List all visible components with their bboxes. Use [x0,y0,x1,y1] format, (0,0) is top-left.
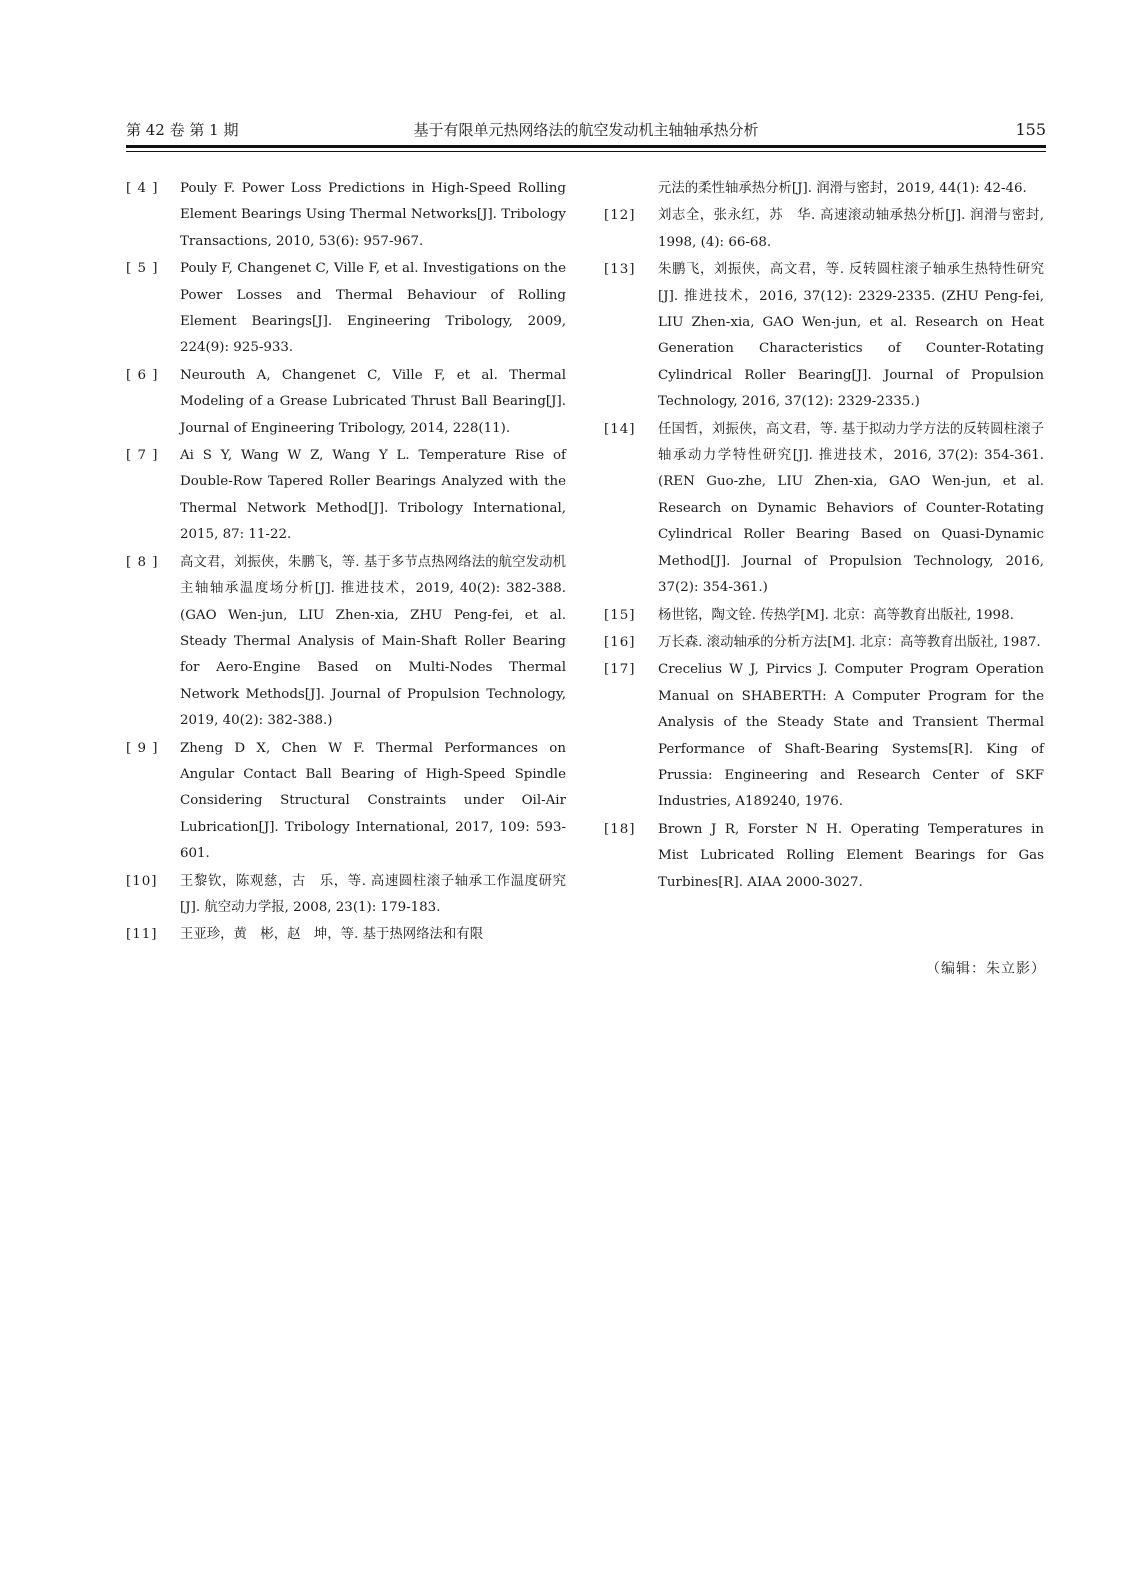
reference-number: [16] [604,634,636,650]
reference-text: 高文君，刘振侠，朱鹏飞，等. 基于多节点热网络法的航空发动机主轴轴承温度场分析[J]. 推进技术，2019, 40(2): 382-388. (GAO Wen-jun, LIU Zhen-xia, ZHU Peng-fei, et al. Steady Thermal Analysis of Main-Shaft Roller Bearing for Aero-Engine Based on Multi-Nodes Thermal Network Methods[J]. Journal of Propulsion Technology, 2019, 40(2): 382-388.) [180,554,566,729]
reference-text: 任国哲，刘振侠，高文君，等. 基于拟动力学方法的反转圆柱滚子轴承动力学特性研究[J]. 推进技术，2016, 37(2): 354-361. (REN Guo-zhe, LIU Zhen-xia, GAO Wen-jun, et al. Research on Dynamic Behaviors of Counter-Rotating Cylindrical Roller Bearing Based on Quasi-Dynamic Method[J]. Journal of Propulsion Technology, 2016, 37(2): 354-361.) [658,421,1044,596]
reference-continuation: 元法的柔性轴承热分析[J]. 润滑与密封，2019, 44(1): 42-46. [658,181,1027,196]
running-title: 基于有限单元热网络法的航空发动机主轴轴承热分析 [413,121,759,139]
reference-text: 杨世铭，陶文铨. 传热学[M]. 北京：高等教育出版社, 1998. [658,607,1014,623]
reference-item [604,817,1044,896]
reference-text: Brown J R, Forster N H. Operating Temperatures in Mist Lubricated Rolling Element Bearings for Gas Turbines[R]. AIAA 2000-3027. [658,821,1044,890]
volume-issue: 第 42 卷 第 1 期 [126,121,239,139]
reference-text: 朱鹏飞，刘振侠，高文君，等. 反转圆柱滚子轴承生热特性研究[J]. 推进技术，2016, 37(12): 2329-2335. (ZHU Peng-fei, LIU Zhen-xia, GAO Wen-jun, et al. Research on Heat Generation Characteristics of Counter-Rotating Cylindrical Roller Bearing[J]. Journal of Propulsion Technology, 2016, 37(12): 2329-2335.) [658,262,1044,410]
reference-text: 万长森. 滚动轴承的分析方法[M]. 北京：高等教育出版社, 1987. [658,634,1041,650]
reference-item [126,176,566,255]
header-rule-thin [126,151,1046,152]
reference-text: Crecelius W J, Pirvics J. Computer Program Operation Manual on SHABERTH: A Computer Program for the Analysis of the Steady State and Transient Thermal Performance of Shaft-Bearing Systems[R]. King of Prussia: Engineering and Research Center of SKF Industries, A189240, 1976. [658,662,1044,810]
reference-text: 王亚珍，黄 彬，赵 坤，等. 基于热网络法和有限 [180,927,484,943]
running-header [126,118,1046,142]
reference-number: [15] [604,607,636,623]
reference-number: [ 5 ] [126,261,159,277]
reference-item [126,922,566,948]
page-number: 155 [1015,120,1046,139]
reference-item [126,363,566,442]
reference-item [604,203,1044,256]
reference-column-left [126,176,566,950]
reference-number: [ 6 ] [126,367,159,383]
reference-number: [14] [604,421,636,437]
reference-number: [10] [126,873,158,889]
reference-number: [12] [604,208,636,224]
reference-number: [ 4 ] [126,181,159,196]
reference-text: Neurouth A, Changenet C, Ville F, et al. Thermal Modeling of a Grease Lubricated Thrust Ball Bearing[J]. Journal of Engineering Tribology, 2014, 228(11). [180,367,566,436]
reference-item [604,657,1044,815]
reference-item [126,443,566,549]
reference-text: Ai S Y, Wang W Z, Wang Y L. Temperature Rise of Double-Row Tapered Roller Bearings Analyzed with the Thermal Network Method[J]. Tribology International, 2015, 87: 11-22. [180,448,566,543]
reference-text: 刘志全，张永红，苏 华. 高速滚动轴承热分析[J]. 润滑与密封, 1998, (4): 66-68. [658,208,1044,250]
reference-number: [ 9 ] [126,740,159,756]
editor-note: （编辑：朱立影） [926,961,1046,977]
reference-text: 王黎钦，陈观慈，古 乐，等. 高速圆柱滚子轴承工作温度研究[J]. 航空动力学报, 2008, 23(1): 179-183. [180,873,566,915]
reference-number: [ 7 ] [126,448,159,464]
reference-text: Pouly F. Power Loss Predictions in High-Speed Rolling Element Bearings Using Thermal Networks[J]. Tribology Transactions, 2010, 53(6): 957-967. [180,181,566,249]
reference-column-right [604,176,1044,897]
reference-item [604,417,1044,602]
reference-number: [11] [126,927,158,943]
reference-text: Zheng D X, Chen W F. Thermal Performances on Angular Contact Ball Bearing of High-Speed Spindle Considering Structural Constraints under Oil-Air Lubrication[J]. Tribology International, 2017, 109: 593-601. [180,740,566,862]
reference-number: [ 8 ] [126,554,159,570]
reference-number: [17] [604,662,636,678]
reference-item [126,736,566,868]
header-rule-thick [126,145,1046,148]
reference-item [604,257,1044,415]
reference-item [126,550,566,735]
reference-text: Pouly F, Changenet C, Ville F, et al. Investigations on the Power Losses and Thermal Behaviour of Rolling Element Bearings[J]. Engineering Tribology, 2009, 224(9): 925-933. [180,261,566,356]
reference-item [126,869,566,922]
reference-number: [13] [604,262,636,278]
reference-item [604,630,1044,656]
reference-item [126,256,566,362]
reference-item [604,603,1044,629]
reference-number: [18] [604,821,636,837]
